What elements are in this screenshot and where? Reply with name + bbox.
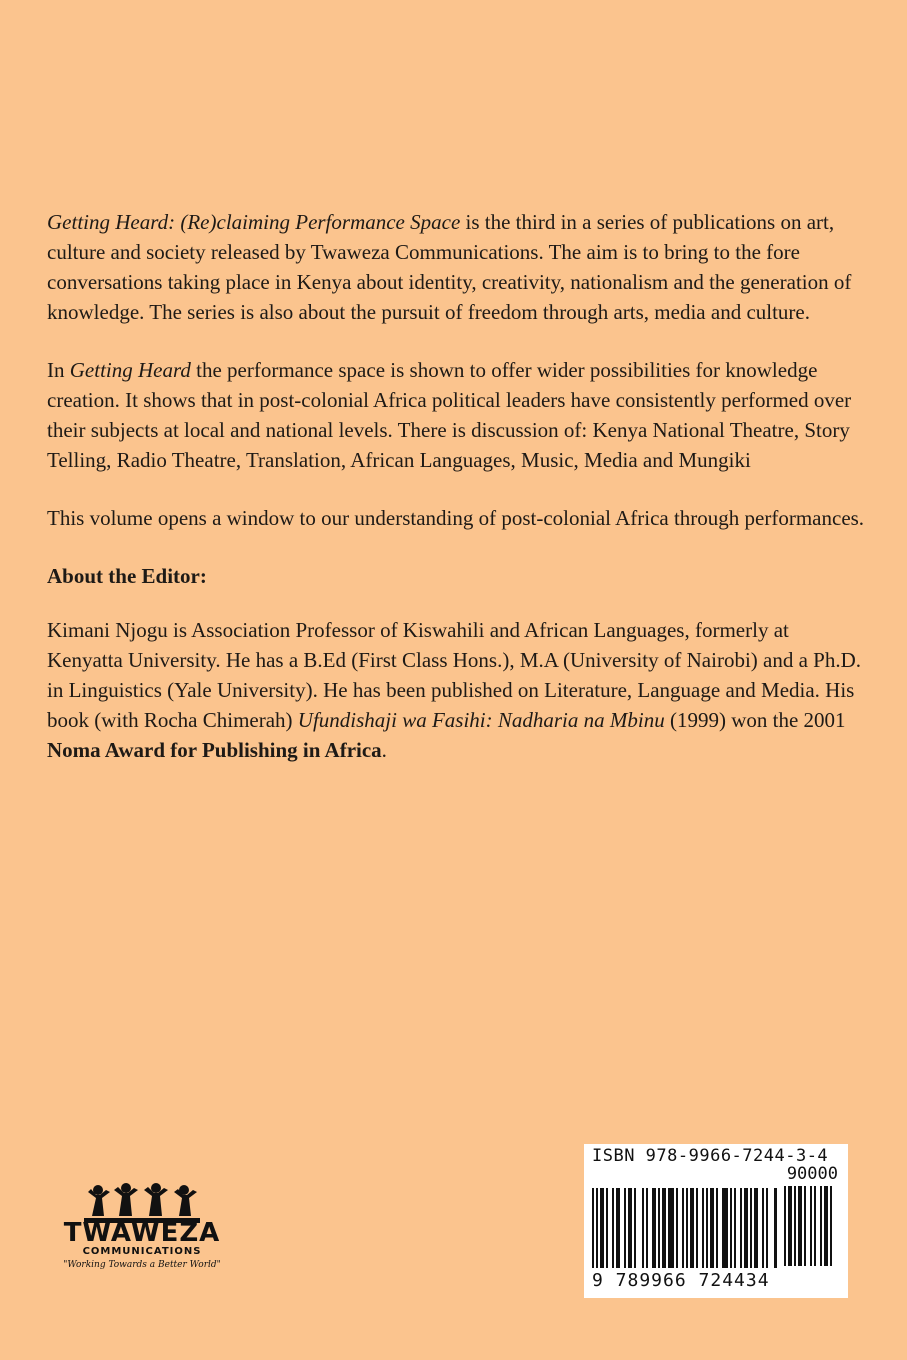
publisher-name: TWAWEZA [63,1218,221,1248]
back-cover-text [47,207,867,793]
isbn-barcode [584,1144,848,1298]
editor-bio: Kimani Njogu is Association Professor of Kiswahili and African Languages, formerly at Kenyatta University. He has a B.Ed (First Class Hons.), M.A (University of Nairobi) and a Ph.D. in Linguistics (Yale University). He has been published on Literature, Language and Media. His book (with Rocha Chimerah) Ufundishaji wa Fasihi: Nadharia na Mbinu (1999) won the 2001 Noma Award for Publishing in Africa. [47,618,862,762]
award-name: Noma Award for Publishing in Africa [47,738,382,762]
editor-book-title: Ufundishaji wa Fasihi: Nadharia na Mbinu [297,708,665,732]
publisher-tagline: "Working Towards a Better World" [63,1260,221,1270]
ean-bars [592,1188,777,1272]
addon-bars [784,1186,840,1268]
book-title-short: Getting Heard [69,358,191,382]
ean-number: 9 789966 724434 [592,1270,770,1291]
publisher-logo [52,1182,232,1292]
publisher-subtitle: COMMUNICATIONS [82,1246,202,1257]
description-paragraph-1: Getting Heard: (Re)claiming Performance Space is the third in a series of publications on art, culture and society released by Twaweza Communications. The aim is to bring to the fore conversations taking place in Kenya about identity, creativity, nationalism and the generation of knowledge. The series is also about the pursuit of freedom through arts, media and culture. [47,210,852,324]
editor-heading: About the Editor: [47,564,207,588]
isbn-number: ISBN 978-9966-7244-3-4 [592,1146,829,1166]
description-paragraph-2: In Getting Heard the performance space is shown to offer wider possibilities for knowledge creation. It shows that in post-colonial Africa political leaders have consistently performed over their subjects at local and national levels. There is discussion of: Kenya National Theatre, Story Telling, Radio Theatre, Translation, African Languages, Music, Media and Mungiki [47,358,852,472]
book-title: Getting Heard: (Re)claiming Performance Space [47,210,461,234]
description-paragraph-3: This volume opens a window to our understanding of post-colonial Africa through performances. [47,506,865,530]
price-code: 90000 [786,1164,838,1184]
